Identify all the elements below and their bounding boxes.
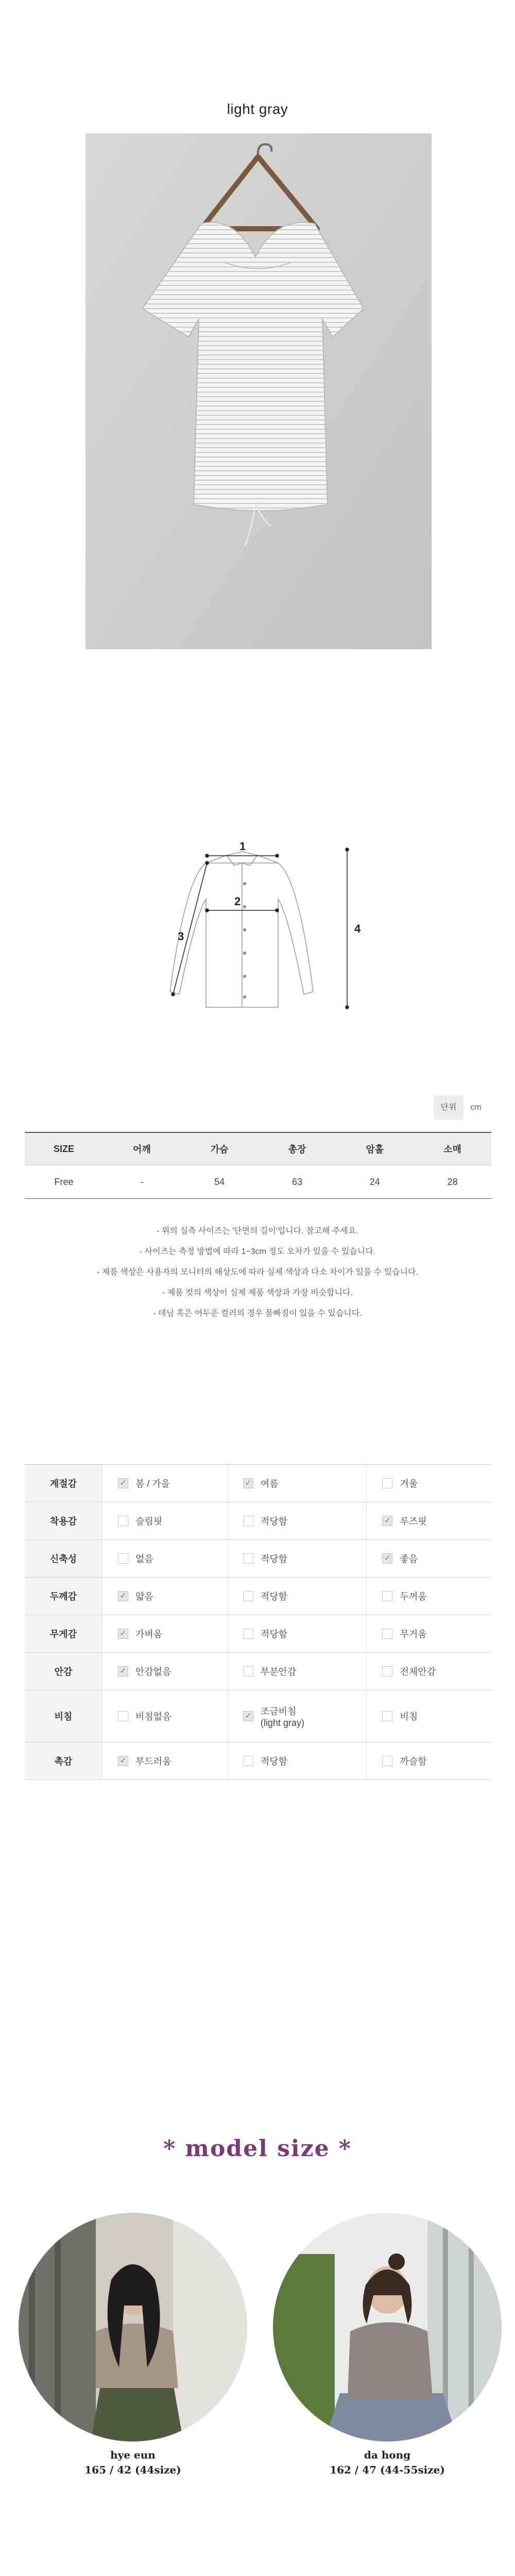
option-text bbox=[261, 1704, 304, 1728]
checkbox-empty-icon bbox=[118, 1516, 128, 1526]
fabric-info-table bbox=[25, 1464, 491, 1780]
size-table bbox=[25, 1132, 491, 1199]
fabric-info-option bbox=[367, 1653, 491, 1690]
size-table-header bbox=[25, 1132, 491, 1165]
fabric-info-option bbox=[227, 1502, 367, 1540]
fabric-info-option bbox=[102, 1578, 228, 1615]
option-label: 없음 bbox=[135, 1554, 153, 1564]
fabric-info-option bbox=[367, 1690, 491, 1742]
option-label: 여름 bbox=[260, 1479, 279, 1489]
cell-shoulder: - bbox=[103, 1165, 181, 1199]
model-size-2: 162 / 47 (44-55size) bbox=[330, 2464, 445, 2476]
fabric-info-option bbox=[102, 1540, 228, 1578]
option-label: 무거움 bbox=[400, 1629, 427, 1639]
option-text bbox=[400, 1627, 426, 1640]
fabric-info-option bbox=[102, 1742, 228, 1780]
fabric-info-row bbox=[25, 1502, 491, 1540]
note-line: - 제품 색상은 사용자의 모니터의 해상도에 따라 실제 색상과 다소 차이가 있을 수 있습니다. bbox=[97, 1268, 418, 1277]
checkbox-checked-icon: ✓ bbox=[382, 1553, 392, 1564]
option-label: 까슬함 bbox=[400, 1756, 427, 1767]
size-notes bbox=[0, 1221, 515, 1324]
checkbox-empty-icon bbox=[243, 1629, 253, 1639]
diagram-label-1: 1 bbox=[239, 842, 246, 853]
option-text bbox=[261, 1665, 297, 1678]
fabric-info-row bbox=[25, 1742, 491, 1780]
option-text bbox=[400, 1514, 426, 1528]
header-length: 총장 bbox=[259, 1132, 336, 1165]
checkbox-empty-icon bbox=[382, 1629, 392, 1639]
option-label: 적당함 bbox=[260, 1629, 288, 1639]
option-label: 적당함 bbox=[260, 1516, 288, 1527]
fabric-info-row bbox=[25, 1465, 491, 1502]
fabric-info-option bbox=[102, 1653, 228, 1690]
option-text bbox=[261, 1477, 279, 1490]
note-line: - 위의 실측 사이즈는 '단면의 길이'입니다. 참고해 주세요. bbox=[157, 1227, 358, 1235]
fabric-info-row bbox=[25, 1615, 491, 1653]
fabric-info-option bbox=[367, 1578, 491, 1615]
option-sublabel: (light gray) bbox=[260, 1717, 304, 1728]
cell-sleeve: 28 bbox=[414, 1165, 491, 1199]
note-line: - 데님 혹은 어두운 컬러의 경우 물빠짐이 있을 수 있습니다. bbox=[153, 1309, 362, 1318]
option-text bbox=[135, 1709, 171, 1723]
header-shoulder: 어깨 bbox=[103, 1132, 181, 1165]
fabric-info-label: 비침 bbox=[25, 1690, 102, 1742]
cell-chest: 54 bbox=[181, 1165, 259, 1199]
cell-length: 63 bbox=[259, 1165, 336, 1199]
checkbox-checked-icon: ✓ bbox=[243, 1711, 253, 1721]
checkbox-checked-icon: ✓ bbox=[118, 1666, 128, 1676]
option-text bbox=[135, 1514, 162, 1528]
fabric-info-row bbox=[25, 1540, 491, 1578]
checkbox-checked-icon: ✓ bbox=[118, 1756, 128, 1766]
model-photo-da-hong bbox=[273, 2213, 502, 2442]
header-chest: 가슴 bbox=[181, 1132, 259, 1165]
header-size: SIZE bbox=[25, 1132, 103, 1165]
fabric-info-option bbox=[102, 1615, 228, 1653]
option-label: 좋음 bbox=[400, 1554, 418, 1564]
table-row bbox=[25, 1165, 491, 1199]
model-name-1: hye eun bbox=[110, 2449, 156, 2461]
fabric-info-option bbox=[367, 1465, 491, 1502]
fabric-info-label: 안감 bbox=[25, 1653, 102, 1690]
checkbox-empty-icon bbox=[382, 1666, 392, 1676]
checkbox-empty-icon bbox=[382, 1756, 392, 1766]
fabric-info-option bbox=[102, 1465, 228, 1502]
option-label: 적당함 bbox=[260, 1554, 288, 1564]
fabric-info-option bbox=[227, 1742, 367, 1780]
note-line: - 사이즈는 측정 방법에 따라 1~3cm 정도 오차가 있을 수 있습니다. bbox=[139, 1247, 376, 1256]
unit-label[interactable]: 단위 bbox=[434, 1095, 464, 1120]
option-text bbox=[261, 1754, 287, 1768]
option-label: 부드러움 bbox=[135, 1756, 171, 1767]
option-label: 비침없음 bbox=[135, 1711, 171, 1722]
fabric-info-row bbox=[25, 1578, 491, 1615]
fabric-info-option bbox=[102, 1690, 228, 1742]
fabric-info-option bbox=[227, 1690, 367, 1742]
option-label: 가벼움 bbox=[135, 1629, 163, 1639]
checkbox-checked-icon: ✓ bbox=[243, 1478, 253, 1488]
checkbox-empty-icon bbox=[243, 1553, 253, 1564]
checkbox-empty-icon bbox=[382, 1711, 392, 1721]
fabric-info-label: 무게감 bbox=[25, 1615, 102, 1653]
option-label: 슬림핏 bbox=[135, 1516, 163, 1527]
option-text bbox=[400, 1665, 436, 1678]
checkbox-empty-icon bbox=[118, 1711, 128, 1721]
fabric-info-option bbox=[227, 1540, 367, 1578]
fabric-info-option bbox=[367, 1540, 491, 1578]
option-label: 조금비침 bbox=[260, 1706, 297, 1717]
model-size-1: 165 / 42 (44size) bbox=[84, 2464, 181, 2476]
option-label: 봄 / 가을 bbox=[135, 1479, 170, 1489]
color-title: light gray bbox=[227, 101, 288, 117]
fabric-info-option bbox=[227, 1615, 367, 1653]
size-diagram bbox=[149, 842, 371, 1043]
option-label: 전체안감 bbox=[400, 1667, 436, 1677]
option-label: 겨울 bbox=[400, 1479, 418, 1489]
option-text bbox=[261, 1514, 287, 1528]
cell-size: Free bbox=[25, 1165, 103, 1199]
option-text bbox=[261, 1552, 287, 1565]
checkbox-empty-icon bbox=[243, 1756, 253, 1766]
unit-cm-button[interactable]: cm bbox=[464, 1095, 488, 1120]
cell-armhole: 24 bbox=[336, 1165, 414, 1199]
checkbox-empty-icon bbox=[382, 1478, 392, 1488]
header-armhole: 암홀 bbox=[336, 1132, 414, 1165]
checkbox-checked-icon: ✓ bbox=[382, 1516, 392, 1526]
option-text bbox=[135, 1589, 153, 1603]
diagram-label-2: 2 bbox=[234, 895, 241, 908]
option-label: 부분안감 bbox=[260, 1667, 297, 1677]
option-text bbox=[135, 1665, 171, 1678]
fabric-info-option bbox=[367, 1615, 491, 1653]
checkbox-empty-icon bbox=[382, 1591, 392, 1601]
fabric-info-option bbox=[227, 1578, 367, 1615]
note-line: - 제품 컷의 색상이 실제 제품 색상과 가장 비슷합니다. bbox=[162, 1289, 353, 1297]
fabric-info-option bbox=[227, 1653, 367, 1690]
option-text bbox=[135, 1627, 162, 1640]
option-text bbox=[400, 1477, 418, 1490]
option-label: 안감없음 bbox=[135, 1667, 171, 1677]
diagram-label-4: 4 bbox=[354, 922, 361, 935]
fabric-info-label: 촉감 bbox=[25, 1742, 102, 1780]
header-sleeve: 소매 bbox=[414, 1132, 491, 1165]
option-text bbox=[135, 1477, 170, 1490]
fabric-info-option bbox=[367, 1502, 491, 1540]
fabric-info-label: 두께감 bbox=[25, 1578, 102, 1615]
option-label: 비침 bbox=[400, 1711, 418, 1722]
fabric-info-label: 계절감 bbox=[25, 1465, 102, 1502]
checkbox-empty-icon bbox=[118, 1553, 128, 1564]
checkbox-checked-icon: ✓ bbox=[118, 1629, 128, 1639]
fabric-info-row bbox=[25, 1653, 491, 1690]
fabric-info-option bbox=[367, 1742, 491, 1780]
option-label: 루즈핏 bbox=[400, 1516, 427, 1527]
checkbox-empty-icon bbox=[243, 1516, 253, 1526]
checkbox-checked-icon: ✓ bbox=[118, 1591, 128, 1601]
model-name-2: da hong bbox=[364, 2449, 411, 2461]
model-size-title: * model size * bbox=[163, 2136, 352, 2162]
option-text bbox=[135, 1552, 153, 1565]
option-label: 두꺼움 bbox=[400, 1591, 427, 1602]
option-label: 얇음 bbox=[135, 1591, 153, 1602]
fabric-info-label: 신축성 bbox=[25, 1540, 102, 1578]
fabric-info-option bbox=[227, 1465, 367, 1502]
option-text bbox=[400, 1552, 418, 1565]
checkbox-empty-icon bbox=[243, 1591, 253, 1601]
option-text bbox=[400, 1754, 426, 1768]
option-text bbox=[261, 1589, 287, 1603]
fabric-info-option bbox=[102, 1502, 228, 1540]
checkbox-checked-icon: ✓ bbox=[118, 1478, 128, 1488]
diagram-label-3: 3 bbox=[178, 930, 184, 943]
fabric-info-row bbox=[25, 1690, 491, 1742]
option-label: 적당함 bbox=[260, 1591, 288, 1602]
option-text bbox=[400, 1709, 418, 1723]
checkbox-empty-icon bbox=[243, 1666, 253, 1676]
option-text bbox=[261, 1627, 287, 1640]
product-photo bbox=[85, 133, 432, 649]
option-text bbox=[135, 1754, 171, 1768]
option-text bbox=[400, 1589, 426, 1603]
model-photo-hye-eun bbox=[19, 2213, 247, 2442]
option-label: 적당함 bbox=[260, 1756, 288, 1767]
fabric-info-label: 착용감 bbox=[25, 1502, 102, 1540]
